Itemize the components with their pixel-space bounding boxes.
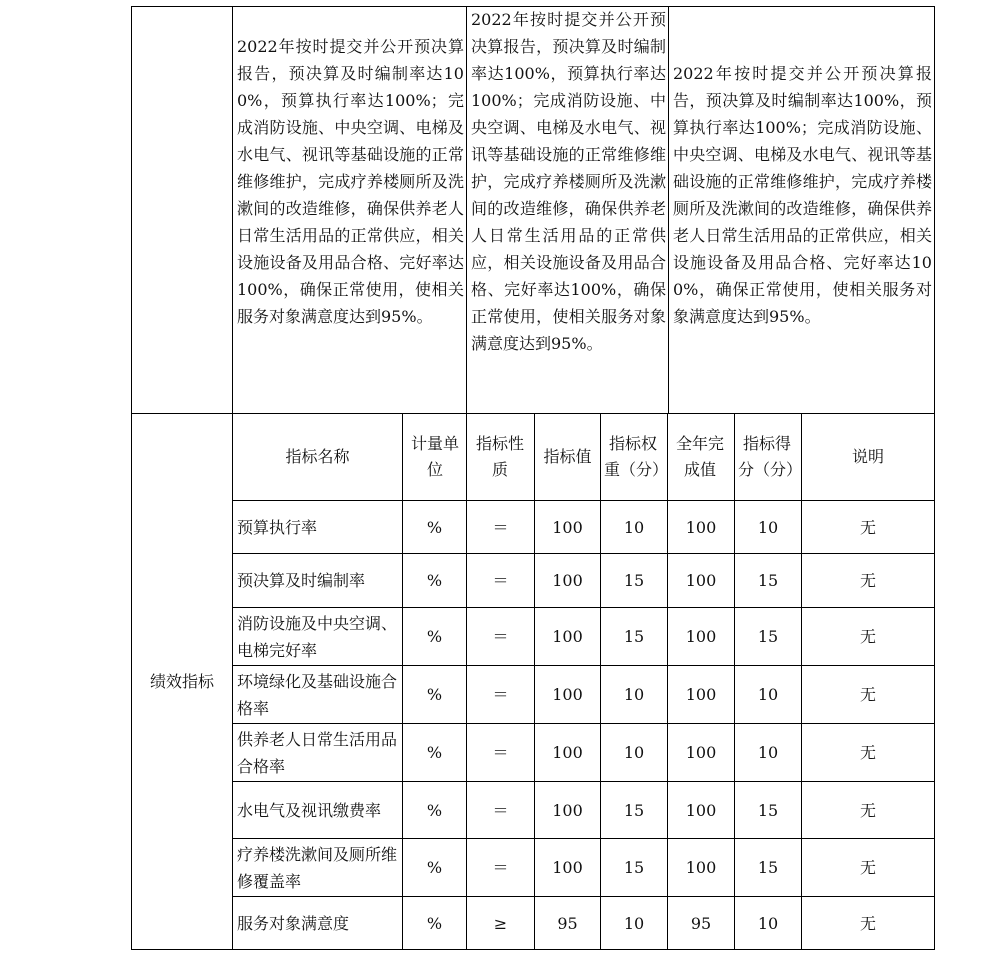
indicator-score: 10 <box>757 685 779 704</box>
summary-text-midyear: 2022年按时提交并公开预决算报告，预决算及时编制率达100%，预算执行率达100%；完成消防设施、中央空调、电梯及水电气、视讯等基础设施的正常维修维护，完成疗养楼厕所及洗漱间的改造维修，确保供养老人日常生活用品的正常供应，相关设施设备及用品合格、完好率达100%，确保正常使用，使相关服务对象满意度达到95%。 <box>471 10 666 353</box>
indicator-target-value: 100 <box>552 743 583 762</box>
indicator-note: 无 <box>859 571 876 590</box>
indicator-score: 10 <box>757 913 779 933</box>
indicator-score: 15 <box>757 858 779 877</box>
indicator-note: 无 <box>859 685 876 704</box>
indicator-note: 无 <box>859 627 876 646</box>
indicator-name: 环境绿化及基础设施合格率 <box>237 671 398 718</box>
indicator-nature: ＝ <box>492 743 509 762</box>
indicator-weight: 15 <box>623 858 645 877</box>
indicator-unit: % <box>426 913 443 933</box>
header-weight: 指标权重（分） <box>604 434 669 479</box>
indicator-actual-value: 95 <box>690 913 712 933</box>
indicator-weight: 10 <box>623 743 645 762</box>
section-label-performance: 绩效指标 <box>149 672 214 691</box>
indicator-weight: 15 <box>623 627 645 646</box>
indicator-actual-value: 100 <box>685 685 717 704</box>
indicator-target-value: 100 <box>552 685 583 704</box>
indicator-score: 15 <box>757 627 779 646</box>
indicator-note: 无 <box>859 800 876 820</box>
indicator-weight: 10 <box>623 517 645 537</box>
indicator-actual-value: 100 <box>685 800 717 820</box>
indicator-target-value: 100 <box>552 517 583 537</box>
indicator-name: 预算执行率 <box>237 517 318 537</box>
indicator-score: 10 <box>757 743 779 762</box>
header-actual-value: 全年完成值 <box>675 434 724 479</box>
indicator-weight: 10 <box>623 685 645 704</box>
indicator-weight: 15 <box>623 800 645 820</box>
indicator-score: 15 <box>757 800 779 820</box>
indicator-actual-value: 100 <box>685 571 717 590</box>
indicator-nature: ＝ <box>492 517 509 537</box>
indicator-actual-value: 100 <box>685 858 717 877</box>
indicator-target-value: 100 <box>552 858 583 877</box>
indicator-unit: % <box>426 858 443 877</box>
indicator-nature: ＝ <box>492 627 509 646</box>
indicator-unit: % <box>426 685 443 704</box>
indicator-nature: ＝ <box>492 800 509 820</box>
indicator-unit: % <box>426 571 443 590</box>
indicator-name: 疗养楼洗漱间及厕所维修覆盖率 <box>237 844 398 891</box>
header-indicator-name: 指标名称 <box>285 447 350 466</box>
summary-text-planned: 2022年按时提交并公开预决算报告，预决算及时编制率达100%，预算执行率达100%；完成消防设施、中央空调、电梯及水电气、视讯等基础设施的正常维修维护，完成疗养楼厕所及洗漱间的改造维修，确保供养老人日常生活用品的正常供应，相关设施设备及用品合格、完好率达100%，确保正常使用，使相关服务对象满意度达到95%。 <box>237 37 464 326</box>
header-target-value: 指标值 <box>543 447 592 466</box>
indicator-target-value: 95 <box>557 913 578 933</box>
indicator-nature: ＝ <box>492 571 509 590</box>
indicator-unit: % <box>426 743 443 762</box>
header-score: 指标得分（分） <box>738 434 803 479</box>
indicator-name: 服务对象满意度 <box>237 913 350 933</box>
indicator-weight: 10 <box>623 913 645 933</box>
indicator-note: 无 <box>859 913 876 933</box>
indicator-nature: ≥ <box>493 913 508 933</box>
indicator-name: 消防设施及中央空调、电梯完好率 <box>237 613 398 660</box>
indicator-actual-value: 100 <box>685 627 717 646</box>
indicator-target-value: 100 <box>552 800 583 820</box>
indicator-weight: 15 <box>623 571 645 590</box>
indicator-score: 15 <box>757 571 779 590</box>
indicator-note: 无 <box>859 517 876 537</box>
indicator-name: 供养老人日常生活用品合格率 <box>237 729 398 776</box>
header-unit: 计量单位 <box>410 434 459 479</box>
summary-text-actual: 2022年按时提交并公开预决算报告，预决算及时编制率达100%，预算执行率达100%；完成消防设施、中央空调、电梯及水电气、视讯等基础设施的正常维修维护，完成疗养楼厕所及洗漱间的改造维修，确保供养老人日常生活用品的正常供应，相关设施设备及用品合格、完好率达100%，确保正常使用，使相关服务对象满意度达到95%。 <box>673 64 932 326</box>
indicator-unit: % <box>426 800 443 820</box>
indicator-actual-value: 100 <box>685 517 717 537</box>
indicator-name: 预决算及时编制率 <box>237 571 366 590</box>
header-note: 说明 <box>851 447 884 466</box>
header-nature: 指标性质 <box>475 434 524 479</box>
indicator-name: 水电气及视讯缴费率 <box>237 800 382 820</box>
indicator-note: 无 <box>859 743 876 762</box>
indicator-unit: % <box>426 517 443 537</box>
indicator-nature: ＝ <box>492 858 509 877</box>
indicator-unit: % <box>426 627 443 646</box>
indicator-score: 10 <box>757 517 779 537</box>
indicator-actual-value: 100 <box>685 743 717 762</box>
indicator-target-value: 100 <box>552 627 583 646</box>
indicator-note: 无 <box>859 858 876 877</box>
indicator-nature: ＝ <box>492 685 509 704</box>
indicator-target-value: 100 <box>552 571 583 590</box>
